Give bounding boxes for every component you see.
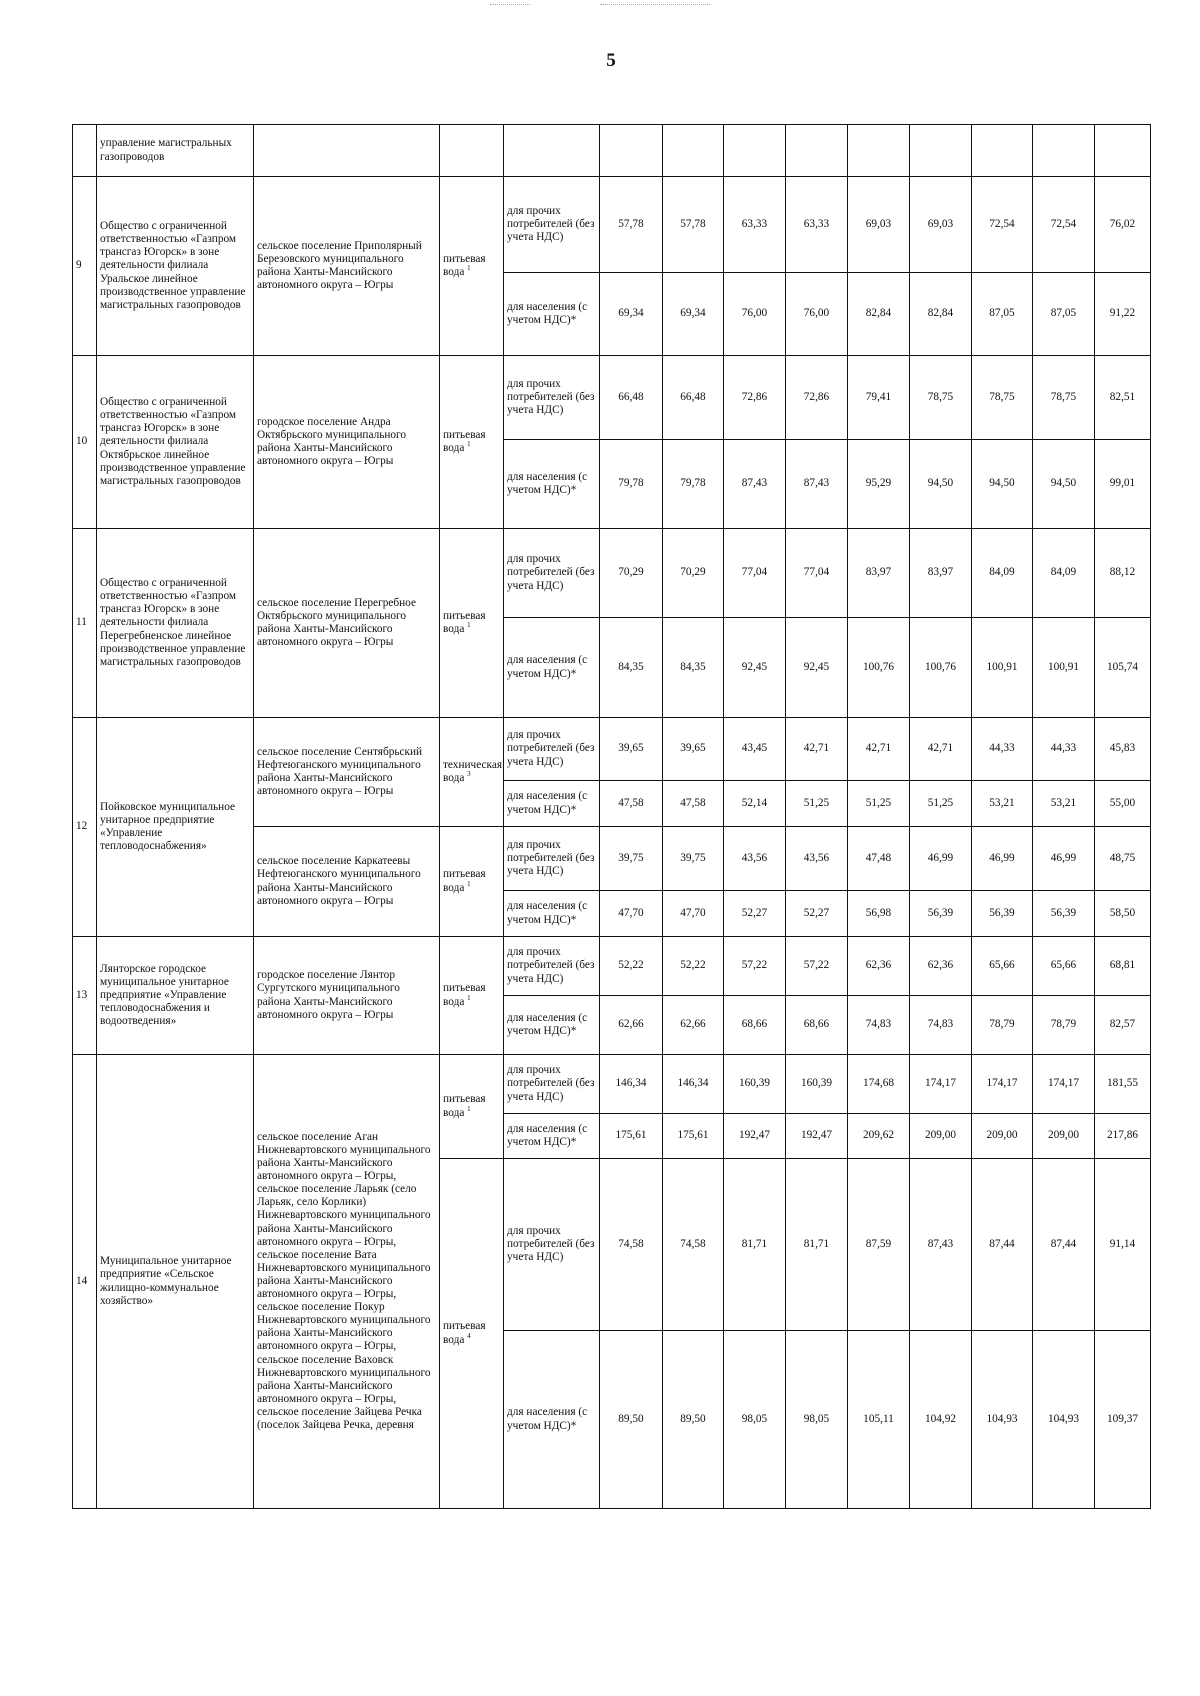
- tariff-value: 94,50: [910, 440, 972, 529]
- tariff-value: 46,99: [972, 827, 1033, 891]
- resource-type: питьевая вода $^1$: [440, 356, 504, 529]
- tariff-value: 47,70: [663, 891, 724, 937]
- tariff-value: 100,76: [848, 618, 910, 718]
- tariff-value: 94,50: [1033, 440, 1095, 529]
- consumer-category: для прочих потребителей (без учета НДС): [504, 177, 600, 273]
- tariff-value: 88,12: [1095, 529, 1151, 618]
- footnote-ref: 3: [467, 770, 471, 779]
- row-number: 13: [73, 937, 97, 1055]
- table-row: [73, 1055, 1151, 1114]
- tariff-table-body: [73, 125, 1151, 1509]
- tariff-value: [663, 125, 724, 177]
- tariff-value: 62,36: [848, 937, 910, 996]
- tariff-value: 82,57: [1095, 996, 1151, 1055]
- consumer-category: для населения (с учетом НДС)*: [504, 1114, 600, 1159]
- tariff-value: 72,86: [786, 356, 848, 440]
- organization-name: Общество с ограниченной ответственностью «Газпром трансгаз Югорск» в зоне деятельности филиала Перегребненское линейное производственное управление магистральных газопроводов: [97, 529, 254, 718]
- tariff-value: 53,21: [972, 781, 1033, 827]
- row-number: 14: [73, 1055, 97, 1509]
- organization-name: управление магистральных газопроводов: [97, 125, 254, 177]
- tariff-value: 83,97: [848, 529, 910, 618]
- tariff-value: 47,70: [600, 891, 663, 937]
- territory: городское поселение Андра Октябрьского муниципального района Ханты-Мансийского автономного округа – Югры: [254, 356, 440, 529]
- tariff-value: 76,02: [1095, 177, 1151, 273]
- tariff-value: 46,99: [910, 827, 972, 891]
- tariff-value: [972, 125, 1033, 177]
- tariff-value: [786, 125, 848, 177]
- resource-type: техническая вода $^3$: [440, 718, 504, 827]
- tariff-value: 105,11: [848, 1331, 910, 1509]
- tariff-value: 46,99: [1033, 827, 1095, 891]
- resource-type: питьевая вода $^1$: [440, 177, 504, 356]
- consumer-category: для прочих потребителей (без учета НДС): [504, 1159, 600, 1331]
- tariff-value: 79,78: [663, 440, 724, 529]
- organization-name: Общество с ограниченной ответственностью «Газпром трансгаз Югорск» в зоне деятельности филиала Уральское линейное производственное управление магистральных газопроводов: [97, 177, 254, 356]
- organization-name: Общество с ограниченной ответственностью «Газпром трансгаз Югорск» в зоне деятельности филиала Октябрьское линейное производственное управление магистральных газопроводов: [97, 356, 254, 529]
- tariff-value: 45,83: [1095, 718, 1151, 781]
- tariff-value: 63,33: [724, 177, 786, 273]
- row-number: 9: [73, 177, 97, 356]
- tariff-value: 87,05: [972, 273, 1033, 356]
- tariff-value: 72,54: [1033, 177, 1095, 273]
- tariff-value: 58,50: [1095, 891, 1151, 937]
- tariff-value: 87,44: [972, 1159, 1033, 1331]
- tariff-value: 104,93: [972, 1331, 1033, 1509]
- row-number: 11: [73, 529, 97, 718]
- tariff-value: 92,45: [786, 618, 848, 718]
- page-number: 5: [606, 50, 616, 71]
- tariff-value: 42,71: [910, 718, 972, 781]
- consumer-category: для населения (с учетом НДС)*: [504, 440, 600, 529]
- tariff-value: 74,83: [910, 996, 972, 1055]
- territory: сельское поселение Перегребное Октябрьского муниципального района Ханты-Мансийского автономного округа – Югры: [254, 529, 440, 718]
- footnote-ref: 1: [467, 440, 471, 449]
- consumer-category: для населения (с учетом НДС)*: [504, 996, 600, 1055]
- tariff-value: 87,43: [724, 440, 786, 529]
- tariff-value: 87,43: [786, 440, 848, 529]
- territory: сельское поселение Сентябрьский Нефтеюганского муниципального района Ханты-Мансийского автономного округа – Югры: [254, 718, 440, 827]
- tariff-value: 217,86: [1095, 1114, 1151, 1159]
- tariff-value: 209,00: [1033, 1114, 1095, 1159]
- tariff-value: 83,97: [910, 529, 972, 618]
- resource-type: питьевая вода $^4$: [440, 1159, 504, 1509]
- tariff-value: 39,75: [600, 827, 663, 891]
- tariff-value: 43,56: [724, 827, 786, 891]
- tariff-value: 52,27: [786, 891, 848, 937]
- territory: сельское поселение Аган Нижневартовского муниципального района Ханты-Мансийского автономного округа – Югры, сельское поселение Ларьяк (село Ларьяк, село Корлики) Нижневартовского муниципального района Ханты-Мансийского автономного округа – Югры, сельское поселение Вата Нижневартовского муниципального района Ханты-Мансийского автономного округа – Югры, сельское поселение Покур Нижневартовского муниципального района Ханты-Мансийского автономного округа – Югры, сельское поселение Ваховск Нижневартовского муниципального района Ханты-Мансийского автономного округа – Югры, сельское поселение Зайцева Речка (поселок Зайцева Речка, деревня: [254, 1055, 440, 1509]
- tariff-value: 82,84: [848, 273, 910, 356]
- tariff-value: 76,00: [786, 273, 848, 356]
- tariff-value: 48,75: [1095, 827, 1151, 891]
- tariff-value: [848, 125, 910, 177]
- tariff-value: 160,39: [724, 1055, 786, 1114]
- tariff-value: 87,43: [910, 1159, 972, 1331]
- tariff-value: 68,66: [786, 996, 848, 1055]
- footnote-ref: 1: [467, 621, 471, 630]
- tariff-value: 87,05: [1033, 273, 1095, 356]
- tariff-value: 47,58: [663, 781, 724, 827]
- tariff-value: 84,35: [663, 618, 724, 718]
- tariff-value: 78,75: [910, 356, 972, 440]
- tariff-value: 89,50: [600, 1331, 663, 1509]
- tariff-table: [72, 124, 1151, 1509]
- tariff-value: 192,47: [724, 1114, 786, 1159]
- organization-name: Лянторское городское муниципальное унитарное предприятие «Управление тепловодоснабжения и водоотведения»: [97, 937, 254, 1055]
- consumer-category: для населения (с учетом НДС)*: [504, 1331, 600, 1509]
- tariff-value: 69,34: [600, 273, 663, 356]
- consumer-category: для прочих потребителей (без учета НДС): [504, 1055, 600, 1114]
- tariff-value: 62,66: [600, 996, 663, 1055]
- tariff-value: 78,75: [1033, 356, 1095, 440]
- tariff-value: 98,05: [724, 1331, 786, 1509]
- tariff-value: 94,50: [972, 440, 1033, 529]
- consumer-category: для населения (с учетом НДС)*: [504, 781, 600, 827]
- tariff-value: 84,09: [972, 529, 1033, 618]
- tariff-value: 209,00: [972, 1114, 1033, 1159]
- tariff-value: 77,04: [786, 529, 848, 618]
- tariff-value: 70,29: [663, 529, 724, 618]
- tariff-value: 69,03: [848, 177, 910, 273]
- row-number: [73, 125, 97, 177]
- tariff-value: 81,71: [786, 1159, 848, 1331]
- tariff-value: 79,78: [600, 440, 663, 529]
- tariff-value: 42,71: [848, 718, 910, 781]
- tariff-value: [724, 125, 786, 177]
- tariff-value: 74,58: [663, 1159, 724, 1331]
- resource-type: питьевая вода $^1$: [440, 827, 504, 937]
- territory: городское поселение Лянтор Сургутского муниципального района Ханты-Мансийского автономного округа – Югры: [254, 937, 440, 1055]
- tariff-value: 57,78: [600, 177, 663, 273]
- tariff-value: 74,83: [848, 996, 910, 1055]
- tariff-value: 104,93: [1033, 1331, 1095, 1509]
- consumer-category: для прочих потребителей (без учета НДС): [504, 937, 600, 996]
- organization-name: Пойковское муниципальное унитарное предприятие «Управление тепловодоснабжения»: [97, 718, 254, 937]
- tariff-value: 47,48: [848, 827, 910, 891]
- tariff-value: 56,39: [972, 891, 1033, 937]
- tariff-value: 78,75: [972, 356, 1033, 440]
- resource-type: питьевая вода $^1$: [440, 1055, 504, 1159]
- organization-name: Муниципальное унитарное предприятие «Сельское жилищно-коммунальное хозяйство»: [97, 1055, 254, 1509]
- tariff-value: 174,17: [972, 1055, 1033, 1114]
- tariff-value: 43,56: [786, 827, 848, 891]
- tariff-value: 92,45: [724, 618, 786, 718]
- tariff-value: 70,29: [600, 529, 663, 618]
- resource-type: питьевая вода $^1$: [440, 937, 504, 1055]
- tariff-value: 100,76: [910, 618, 972, 718]
- tariff-value: 87,59: [848, 1159, 910, 1331]
- tariff-value: 62,36: [910, 937, 972, 996]
- tariff-value: 209,62: [848, 1114, 910, 1159]
- resource-type: [440, 125, 504, 177]
- tariff-value: 53,21: [1033, 781, 1095, 827]
- tariff-value: 84,09: [1033, 529, 1095, 618]
- footnote-ref: 4: [467, 1331, 471, 1340]
- tariff-value: 68,81: [1095, 937, 1151, 996]
- tariff-value: 174,68: [848, 1055, 910, 1114]
- tariff-value: 91,14: [1095, 1159, 1151, 1331]
- tariff-value: 65,66: [972, 937, 1033, 996]
- tariff-value: 78,79: [972, 996, 1033, 1055]
- tariff-value: 56,39: [1033, 891, 1095, 937]
- tariff-value: 66,48: [663, 356, 724, 440]
- tariff-value: 72,54: [972, 177, 1033, 273]
- consumer-category: для населения (с учетом НДС)*: [504, 273, 600, 356]
- table-row: [73, 356, 1151, 440]
- tariff-value: 52,27: [724, 891, 786, 937]
- row-number: 10: [73, 356, 97, 529]
- tariff-value: 62,66: [663, 996, 724, 1055]
- consumer-category: для прочих потребителей (без учета НДС): [504, 356, 600, 440]
- tariff-value: 84,35: [600, 618, 663, 718]
- tariff-value: 44,33: [972, 718, 1033, 781]
- tariff-value: 56,98: [848, 891, 910, 937]
- consumer-category: для населения (с учетом НДС)*: [504, 891, 600, 937]
- tariff-value: [1095, 125, 1151, 177]
- tariff-value: 51,25: [910, 781, 972, 827]
- tariff-value: 55,00: [1095, 781, 1151, 827]
- tariff-value: 39,75: [663, 827, 724, 891]
- tariff-value: 174,17: [910, 1055, 972, 1114]
- tariff-value: [1033, 125, 1095, 177]
- footnote-ref: 1: [467, 1104, 471, 1113]
- tariff-value: 78,79: [1033, 996, 1095, 1055]
- tariff-value: 82,51: [1095, 356, 1151, 440]
- tariff-value: 77,04: [724, 529, 786, 618]
- table-row: [73, 718, 1151, 781]
- tariff-value: 57,22: [724, 937, 786, 996]
- consumer-category: для населения (с учетом НДС)*: [504, 618, 600, 718]
- tariff-value: 56,39: [910, 891, 972, 937]
- tariff-value: 52,14: [724, 781, 786, 827]
- tariff-value: 66,48: [600, 356, 663, 440]
- tariff-value: 57,22: [786, 937, 848, 996]
- footnote-ref: 1: [467, 993, 471, 1002]
- tariff-value: 52,22: [663, 937, 724, 996]
- tariff-value: 81,71: [724, 1159, 786, 1331]
- tariff-value: 174,17: [1033, 1055, 1095, 1114]
- tariff-value: [910, 125, 972, 177]
- footnote-ref: 1: [467, 264, 471, 273]
- tariff-value: 181,55: [1095, 1055, 1151, 1114]
- tariff-value: 98,05: [786, 1331, 848, 1509]
- tariff-value: 146,34: [600, 1055, 663, 1114]
- tariff-value: 209,00: [910, 1114, 972, 1159]
- territory: сельское поселение Каркатеевы Нефтеюганского муниципального района Ханты-Мансийского автономного округа – Югры: [254, 827, 440, 937]
- consumer-category: для прочих потребителей (без учета НДС): [504, 827, 600, 891]
- table-row: [73, 125, 1151, 177]
- tariff-value: 47,58: [600, 781, 663, 827]
- resource-type: питьевая вода $^1$: [440, 529, 504, 718]
- tariff-value: 109,37: [1095, 1331, 1151, 1509]
- tariff-value: 63,33: [786, 177, 848, 273]
- tariff-value: 72,86: [724, 356, 786, 440]
- tariff-value: 82,84: [910, 273, 972, 356]
- tariff-value: 95,29: [848, 440, 910, 529]
- tariff-value: 74,58: [600, 1159, 663, 1331]
- table-row: [73, 937, 1151, 996]
- tariff-value: [600, 125, 663, 177]
- tariff-value: 44,33: [1033, 718, 1095, 781]
- tariff-value: 57,78: [663, 177, 724, 273]
- tariff-value: 39,65: [663, 718, 724, 781]
- tariff-value: 51,25: [786, 781, 848, 827]
- footnote-ref: 1: [467, 879, 471, 888]
- tariff-value: 76,00: [724, 273, 786, 356]
- tariff-value: 52,22: [600, 937, 663, 996]
- table-row: [73, 177, 1151, 273]
- tariff-value: 51,25: [848, 781, 910, 827]
- tariff-value: 99,01: [1095, 440, 1151, 529]
- tariff-value: 79,41: [848, 356, 910, 440]
- consumer-category: для прочих потребителей (без учета НДС): [504, 529, 600, 618]
- territory: сельское поселение Приполярный Березовского муниципального района Ханты-Мансийского автономного округа – Югры: [254, 177, 440, 356]
- tariff-value: 105,74: [1095, 618, 1151, 718]
- consumer-category: для прочих потребителей (без учета НДС): [504, 718, 600, 781]
- tariff-value: 42,71: [786, 718, 848, 781]
- tariff-value: 68,66: [724, 996, 786, 1055]
- scan-artifact: [490, 4, 530, 15]
- tariff-value: 100,91: [972, 618, 1033, 718]
- tariff-value: 146,34: [663, 1055, 724, 1114]
- territory: [254, 125, 440, 177]
- scan-artifact: [600, 4, 710, 15]
- tariff-value: 43,45: [724, 718, 786, 781]
- tariff-value: 160,39: [786, 1055, 848, 1114]
- tariff-value: 91,22: [1095, 273, 1151, 356]
- tariff-value: 175,61: [600, 1114, 663, 1159]
- tariff-value: 39,65: [600, 718, 663, 781]
- table-row: [73, 529, 1151, 618]
- tariff-value: 69,03: [910, 177, 972, 273]
- tariff-value: 104,92: [910, 1331, 972, 1509]
- tariff-value: 192,47: [786, 1114, 848, 1159]
- tariff-value: 65,66: [1033, 937, 1095, 996]
- row-number: 12: [73, 718, 97, 937]
- tariff-value: 69,34: [663, 273, 724, 356]
- tariff-value: 87,44: [1033, 1159, 1095, 1331]
- tariff-value: 100,91: [1033, 618, 1095, 718]
- consumer-category: [504, 125, 600, 177]
- tariff-value: 175,61: [663, 1114, 724, 1159]
- tariff-value: 89,50: [663, 1331, 724, 1509]
